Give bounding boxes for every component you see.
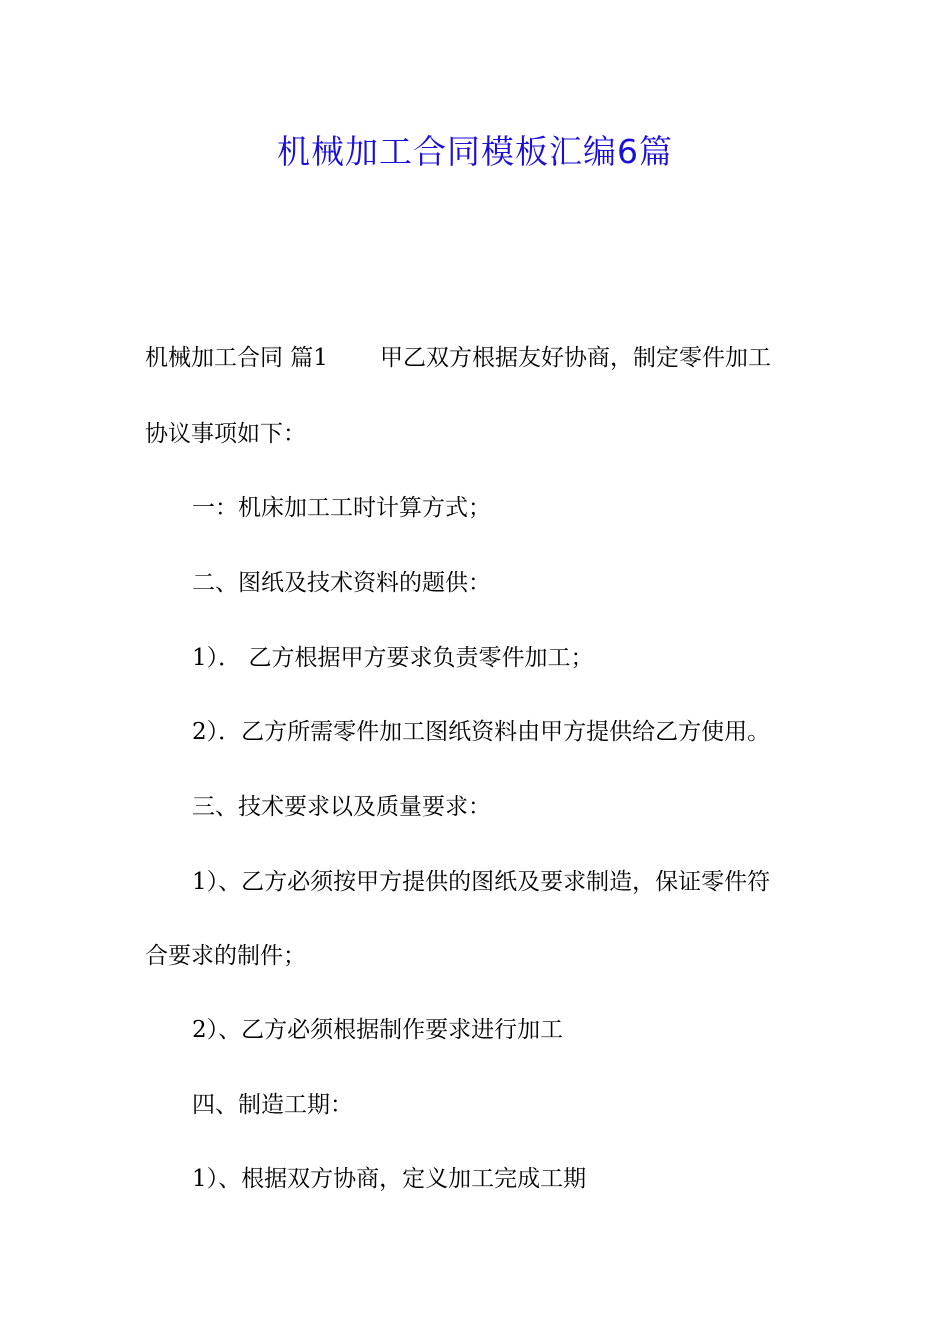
clause-2-item-2: 2）．乙方所需零件加工图纸资料由甲方提供给乙方使用。 bbox=[192, 719, 771, 745]
clause-4-item-1: 1）、根据双方协商，定义加工完成工期 bbox=[192, 1166, 587, 1192]
clause-4-heading: 四、制造工期： bbox=[192, 1092, 353, 1118]
paragraph-first-line bbox=[145, 342, 771, 374]
clause-3-item-1-cont: 合要求的制件； bbox=[145, 943, 306, 969]
clause-2-item-1: 1）． 乙方根据甲方要求负责零件加工； bbox=[192, 645, 594, 671]
clause-1-heading: 一：机床加工工时计算方式； bbox=[192, 495, 491, 521]
clause-3-heading: 三、技术要求以及质量要求： bbox=[192, 794, 491, 820]
clause-2-heading: 二、图纸及技术资料的题供： bbox=[192, 570, 491, 596]
section-heading: 机械加工合同 篇1 bbox=[145, 345, 328, 371]
document-title: 机械加工合同模板汇编6篇 bbox=[277, 132, 673, 171]
clause-3-item-1: 1）、乙方必须按甲方提供的图纸及要求制造，保证零件符 bbox=[192, 869, 771, 895]
paragraph-line: 协议事项如下： bbox=[145, 421, 306, 447]
paragraph-text: 甲乙双方根据友好协商，制定零件加工 bbox=[379, 345, 771, 371]
clause-3-item-2: 2）、乙方必须根据制作要求进行加工 bbox=[192, 1017, 564, 1043]
